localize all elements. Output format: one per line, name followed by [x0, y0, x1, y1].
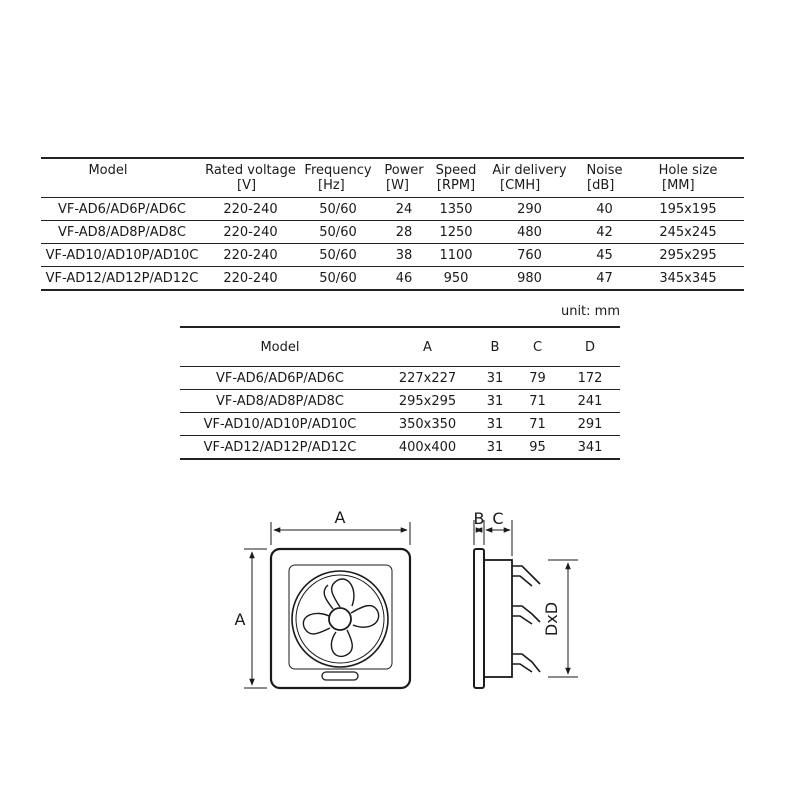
label-a-side: A	[234, 610, 246, 629]
dimension-table-cell: VF-AD10/AD10P/AD10C	[180, 413, 380, 436]
spec-table-cell: 24	[378, 198, 430, 221]
spec-header-name: Noise	[586, 163, 623, 178]
spec-table-cell: 1350	[430, 198, 482, 221]
pull-cord-switch	[322, 672, 358, 680]
spec-table-cell: 46	[395, 270, 413, 286]
spec-table-cell: 760	[482, 244, 577, 267]
spec-table-cell: 295x295	[632, 244, 744, 267]
dimension-table-cell: 241	[560, 390, 620, 413]
spec-header-name: Hole size	[658, 163, 718, 178]
spec-table-cell: 220-240	[203, 221, 298, 244]
label-b: B	[473, 509, 485, 528]
dimension-table-cell: 400x400	[398, 439, 457, 455]
spec-table-cell: 220-240	[223, 270, 278, 286]
spec-table-cell: 245x245	[632, 221, 744, 244]
spec-table-cell: 45	[577, 244, 632, 267]
spec-table-cell: 220-240	[203, 244, 298, 267]
spec-table-cell: 47	[596, 270, 613, 286]
fan-blade	[351, 606, 379, 628]
side-front-panel	[474, 549, 484, 688]
spec-header-name: Speed	[435, 163, 477, 178]
dimension-header-cell: C	[515, 328, 560, 367]
spec-table-cell: 28	[378, 221, 430, 244]
dimension-table-cell: 31	[475, 390, 515, 413]
fan-hub	[329, 608, 351, 630]
dimension-table-cell: 71	[515, 390, 560, 413]
dimension-table-cell: 172	[560, 367, 620, 390]
spec-table-cell: 195x195	[632, 198, 744, 221]
dimension-header-cell: D	[560, 328, 620, 367]
spec-table-cell: 345x345	[659, 270, 717, 286]
spec-table-cell: 50/60	[319, 270, 357, 286]
spec-header-name: Power	[384, 163, 424, 178]
spec-table-cell: 50/60	[298, 221, 378, 244]
dimension-table-cell: 291	[560, 413, 620, 436]
dimension-table-cell: 341	[577, 439, 603, 455]
spec-table-cell: 1100	[430, 244, 482, 267]
dimension-table-cell: 71	[515, 413, 560, 436]
unit-label: unit: mm	[560, 304, 620, 319]
dimension-table-cell: VF-AD8/AD8P/AD8C	[180, 390, 380, 413]
front-view	[271, 549, 410, 688]
spec-table-cell: VF-AD10/AD10P/AD10C	[41, 244, 203, 267]
spec-header-unit: [MM]	[662, 178, 695, 193]
dimension-a-side	[244, 549, 267, 688]
spec-table-cell: 38	[378, 244, 430, 267]
fan-blade	[332, 579, 354, 607]
fan-shroud-inner	[296, 575, 384, 663]
spec-header-name: Frequency	[304, 163, 372, 178]
spec-header-unit: [Hz]	[318, 178, 345, 193]
spec-table-cell: 50/60	[298, 198, 378, 221]
label-a-top: A	[334, 508, 346, 527]
spec-table-cell: 1250	[430, 221, 482, 244]
spec-table-cell: 220-240	[203, 198, 298, 221]
spec-table-cell: VF-AD6/AD6P/AD6C	[41, 198, 203, 221]
spec-header-name: Rated voltage	[205, 163, 296, 178]
spec-table-cell: 42	[577, 221, 632, 244]
dimension-table-cell: 31	[486, 439, 504, 455]
dimension-header-cell: Model	[180, 328, 380, 367]
dimension-table-cell: 350x350	[380, 413, 475, 436]
spec-table-cell: 980	[517, 270, 542, 286]
spec-table-cell: 950	[443, 270, 469, 286]
spec-table-cell: 290	[482, 198, 577, 221]
dimension-table-cell: 79	[515, 367, 560, 390]
side-view	[474, 549, 540, 688]
spec-table-cell: VF-AD8/AD8P/AD8C	[41, 221, 203, 244]
spec-header-unit: [CMH]	[500, 178, 541, 193]
spec-table-cell: 480	[482, 221, 577, 244]
dimension-table-cell: VF-AD6/AD6P/AD6C	[180, 367, 380, 390]
label-c: C	[492, 509, 504, 528]
spec-header-unit: [dB]	[587, 178, 615, 193]
dimension-table-cell: 31	[475, 413, 515, 436]
fan-blade	[303, 613, 330, 633]
dimension-table-cell: 227x227	[380, 367, 475, 390]
label-dxd: DxD	[542, 601, 561, 637]
spec-header-name: Model	[88, 163, 128, 178]
spec-header-unit: [W]	[386, 178, 409, 193]
spec-table-cell: VF-AD12/AD12P/AD12C	[45, 270, 199, 286]
dimension-header-cell: B	[475, 328, 515, 367]
rear-brackets	[512, 566, 540, 672]
fan-blades	[303, 579, 378, 656]
dimension-table-cell: 31	[475, 367, 515, 390]
front-grille-inner	[289, 565, 392, 669]
dimension-table-cell: VF-AD12/AD12P/AD12C	[203, 439, 357, 455]
dimension-table-cell: 295x295	[380, 390, 475, 413]
side-body	[484, 560, 512, 677]
fan-blade	[331, 630, 352, 656]
spec-header-unit: [V]	[237, 178, 257, 193]
dimension-table-cell: 95	[529, 439, 546, 455]
spec-table-cell: 50/60	[298, 244, 378, 267]
spec-table-cell: 40	[577, 198, 632, 221]
dimension-header-cell: A	[380, 328, 475, 367]
fan-shroud-outer	[292, 571, 388, 667]
spec-header-name: Air delivery	[492, 163, 567, 178]
spec-header-unit: [RPM]	[436, 178, 476, 193]
